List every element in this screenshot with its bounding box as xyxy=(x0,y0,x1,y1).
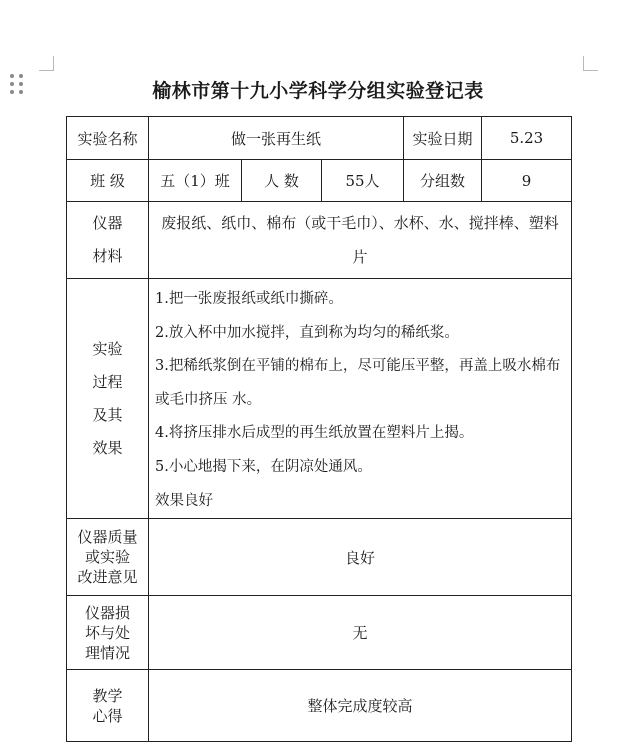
process-steps[interactable] xyxy=(149,279,572,519)
experiment-registration-table xyxy=(66,116,572,742)
process-label-line: 及其 xyxy=(92,405,123,424)
process-label-line: 实验 xyxy=(92,339,123,358)
damage-label-line: 坏与处 xyxy=(84,623,130,642)
materials-label xyxy=(67,202,149,279)
reflection-value[interactable]: 整体完成度较高 xyxy=(149,670,572,742)
process-step: 2.放入杯中加水搅拌，直到称为均匀的稀纸浆。 xyxy=(155,324,459,341)
row-quality xyxy=(67,519,572,596)
group-count-value[interactable]: 9 xyxy=(482,160,572,202)
damage-label xyxy=(67,596,149,670)
materials-label-line: 材料 xyxy=(92,247,123,265)
quality-label-line: 改进意见 xyxy=(77,568,138,587)
reflection-label-line: 心得 xyxy=(92,706,123,725)
row-materials xyxy=(67,202,572,279)
process-result: 效果良好 xyxy=(155,492,213,509)
experiment-date-value[interactable]: 5.23 xyxy=(482,117,572,160)
damage-label-line: 仪器损 xyxy=(84,603,130,622)
row-experiment-name xyxy=(67,117,572,160)
process-label xyxy=(67,279,149,519)
reflection-label xyxy=(67,670,149,742)
damage-label-line: 理情况 xyxy=(84,643,130,662)
reflection-label-line: 教学 xyxy=(92,686,123,705)
row-class-info xyxy=(67,160,572,202)
damage-value[interactable]: 无 xyxy=(149,596,572,670)
process-label-line: 效果 xyxy=(92,438,123,457)
process-step: 1.把一张废报纸或纸巾撕碎。 xyxy=(155,291,343,307)
quality-label xyxy=(67,519,149,596)
quality-value[interactable]: 良好 xyxy=(149,519,572,596)
process-step: 4.将挤压排水后成型的再生纸放置在塑料片上揭。 xyxy=(155,425,474,442)
row-process xyxy=(67,279,572,519)
document-title: 榆林市第十九小学科学分组实验登记表 xyxy=(152,80,484,102)
process-step: 5.小心地揭下来，在阴凉处通风。 xyxy=(155,458,372,475)
headcount-label: 人 数 xyxy=(242,160,322,202)
row-reflection xyxy=(67,670,572,742)
process-label-line: 过程 xyxy=(92,372,123,391)
materials-value[interactable]: 废报纸、纸巾、棉布（或干毛巾）、水杯、水、搅拌棒、塑料片 xyxy=(149,202,572,279)
row-damage xyxy=(67,596,572,670)
experiment-date-label: 实验日期 xyxy=(404,117,482,160)
page-corner-mark-right xyxy=(583,56,598,71)
process-step: 3.把稀纸浆倒在平铺的棉布上，尽可能压平整，再盖上吸水棉布或毛巾挤压 水。 xyxy=(155,358,561,408)
headcount-value[interactable]: 55人 xyxy=(322,160,404,202)
page-corner-mark-left xyxy=(39,56,54,71)
quality-label-line: 或实验 xyxy=(84,548,130,567)
experiment-name-label: 实验名称 xyxy=(67,117,149,160)
materials-label-line: 仪器 xyxy=(92,214,123,232)
class-value[interactable]: 五（1）班 xyxy=(149,160,242,202)
quality-label-line: 仪器质量 xyxy=(77,528,138,547)
experiment-name-value[interactable]: 做一张再生纸 xyxy=(149,117,404,160)
class-label: 班 级 xyxy=(67,160,149,202)
group-count-label: 分组数 xyxy=(404,160,482,202)
